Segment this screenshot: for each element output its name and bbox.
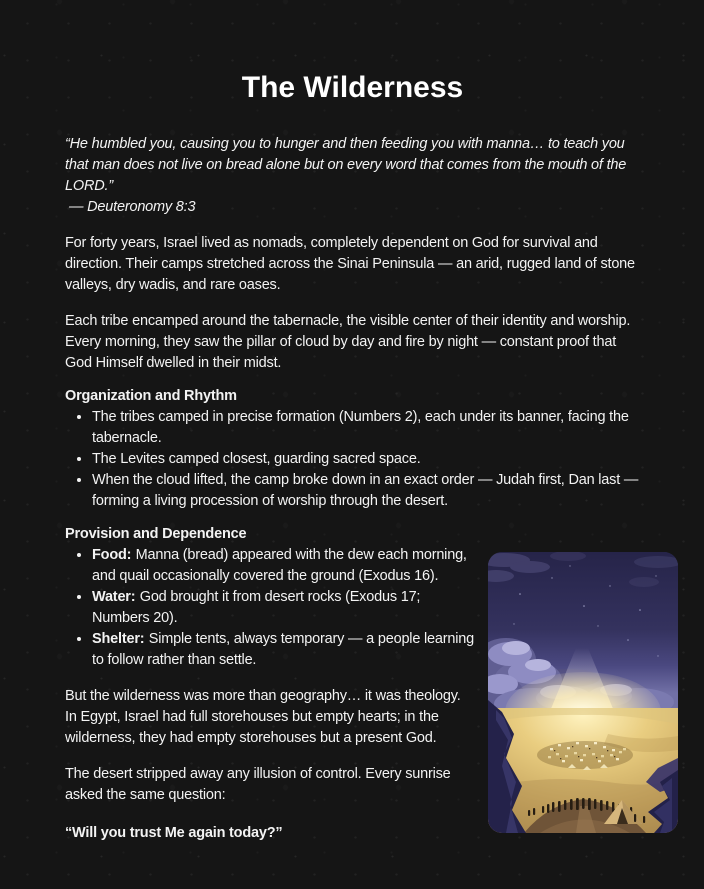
- bullet-lead: Shelter:: [92, 631, 145, 647]
- organization-bullet-list: [65, 407, 640, 512]
- closing-paragraph-2: The desert stripped away any illusion of control. Every sunrise asked the same question:: [65, 766, 451, 803]
- bullet-text: When the cloud lifted, the camp broke down in an exact order — Judah first, Dan last — forming a living procession of worship through the desert.: [92, 472, 639, 509]
- quote-text: “He humbled you, causing you to hunger and then feeding you with manna… to teach you that man does not live on bread alone but on every word that comes from the mouth of the LORD.”: [65, 136, 627, 194]
- list-item: [92, 449, 640, 470]
- bullet-text: The tribes camped in precise formation (Numbers 2), each under its banner, facing the tabernacle.: [92, 409, 629, 446]
- list-item: [92, 470, 640, 512]
- final-question: “Will you trust Me again today?”: [65, 825, 283, 841]
- intro-paragraph-1: For forty years, Israel lived as nomads, completely dependent on God for survival and direction. Their camps stretched across the Sinai Peninsula — an arid, rugged land of stone valleys, dry wadis, and rare oases.: [65, 235, 635, 293]
- bullet-text: God brought it from desert rocks (Exodus 17; Numbers 20).: [92, 589, 421, 626]
- desert-camp-scene: [488, 552, 678, 833]
- closing-paragraph-1: But the wilderness was more than geography… it was theology. In Egypt, Israel had full storehouses but empty hearts; in the wilderness, they had empty storehouses but a present God.: [65, 688, 461, 746]
- bullet-lead: Food:: [92, 547, 132, 563]
- bullet-text: The Levites camped closest, guarding sacred space.: [92, 451, 421, 467]
- quote-attribution: — Deuteronomy 8:3: [69, 199, 196, 215]
- intro-paragraph-2: Each tribe encamped around the tabernacle, the visible center of their identity and worship. Every morning, they saw the pillar of cloud by day and fire by night — constant proof that God Himself dwelled in their midst.: [65, 313, 631, 371]
- night-desert-encampment-illustration: [488, 552, 678, 833]
- bullet-lead: Water:: [92, 589, 136, 605]
- page-title: The Wilderness: [241, 71, 464, 104]
- bullet-text: Simple tents, always temporary — a people learning to follow rather than settle.: [92, 631, 475, 668]
- scripture-quote: [65, 134, 640, 218]
- section-heading-organization: Organization and Rhythm: [65, 388, 237, 404]
- bullet-text: Manna (bread) appeared with the dew each morning, and quail occasionally covered the ground (Exodus 16).: [92, 547, 467, 584]
- list-item: [92, 407, 640, 449]
- section-heading-provision: Provision and Dependence: [65, 526, 247, 542]
